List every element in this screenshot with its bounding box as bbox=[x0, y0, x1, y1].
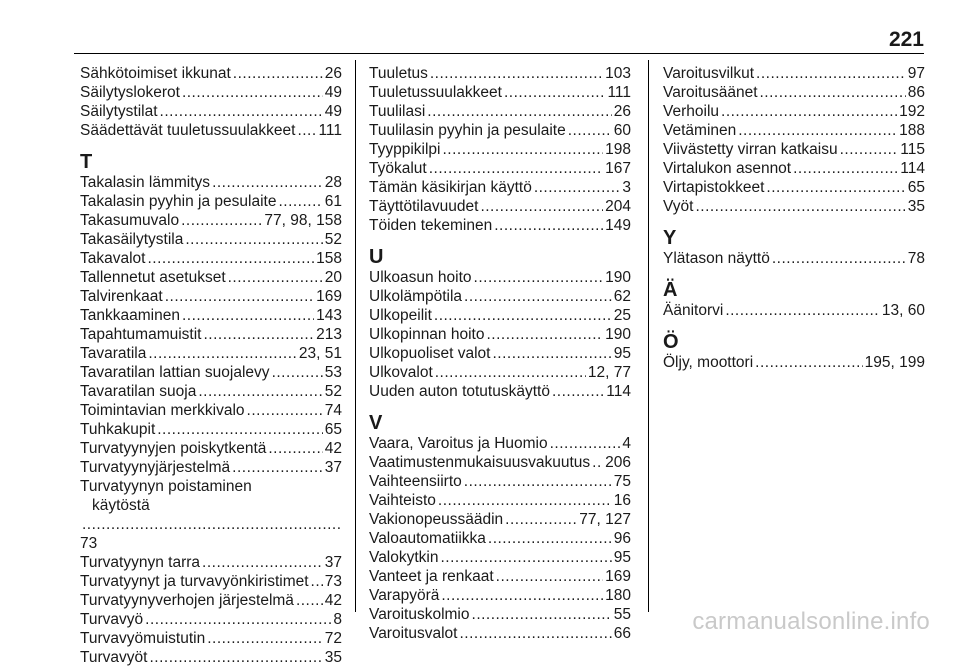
index-page-ref: 86 bbox=[907, 84, 925, 101]
index-entry bbox=[369, 472, 631, 491]
index-entry bbox=[663, 301, 925, 320]
index-entry bbox=[80, 306, 342, 325]
index-term: Töiden tekeminen bbox=[369, 217, 493, 234]
index-page-ref: 37 bbox=[324, 459, 342, 476]
index-page-ref: 52 bbox=[324, 231, 342, 248]
index-page-ref: 143 bbox=[316, 307, 342, 324]
index-page-ref: 167 bbox=[605, 160, 631, 177]
index-term: Turvavyöt bbox=[80, 649, 148, 666]
index-page-ref: 213 bbox=[316, 326, 342, 343]
index-entry bbox=[80, 249, 342, 268]
dot-leader bbox=[486, 325, 603, 344]
index-entry bbox=[369, 178, 631, 197]
index-term: Ulkolämpötila bbox=[369, 288, 463, 305]
index-entry bbox=[369, 268, 631, 287]
dot-leader bbox=[464, 472, 612, 491]
dot-leader bbox=[534, 178, 621, 197]
index-page-ref: 75 bbox=[613, 473, 631, 490]
index-letter-heading: Ö bbox=[663, 331, 679, 353]
index-term: Vyöt bbox=[663, 198, 694, 215]
index-term: Varapyörä bbox=[369, 587, 440, 604]
dot-leader bbox=[760, 83, 906, 102]
index-entry bbox=[80, 477, 342, 553]
index-term: Äänitorvi bbox=[663, 302, 724, 319]
index-entry bbox=[369, 121, 631, 140]
dot-leader bbox=[182, 83, 323, 102]
index-entry bbox=[663, 178, 925, 197]
index-term: Virtalukon asennot bbox=[663, 160, 792, 177]
index-entry bbox=[80, 401, 342, 420]
index-page-ref: 20 bbox=[324, 269, 342, 286]
index-entry bbox=[369, 287, 631, 306]
index-page-ref: 103 bbox=[605, 65, 631, 82]
index-entry bbox=[80, 553, 342, 572]
index-page-ref: 96 bbox=[613, 530, 631, 547]
index-entry bbox=[663, 353, 925, 372]
dot-leader bbox=[147, 249, 314, 268]
index-term: Turvatyynyjärjestelmä bbox=[80, 459, 231, 476]
dot-leader bbox=[427, 102, 611, 121]
dot-leader bbox=[738, 121, 897, 140]
index-term: Tavaratilan suoja bbox=[80, 383, 197, 400]
index-term: Säilytystilat bbox=[80, 103, 158, 120]
index-entry bbox=[663, 249, 925, 268]
index-entry bbox=[80, 363, 342, 382]
dot-leader bbox=[755, 353, 863, 372]
dot-leader bbox=[434, 306, 612, 325]
index-letter-heading: V bbox=[369, 412, 383, 434]
dot-leader bbox=[181, 211, 262, 230]
index-term: Vaihteensiirto bbox=[369, 473, 462, 490]
index-entry bbox=[663, 83, 925, 102]
dot-leader bbox=[203, 325, 314, 344]
index-page-ref: 169 bbox=[605, 568, 631, 585]
index-entry bbox=[80, 83, 342, 102]
dot-leader bbox=[505, 510, 577, 529]
index-page-ref: 73 bbox=[324, 573, 342, 590]
index-page-ref: 3 bbox=[622, 179, 631, 196]
dot-leader bbox=[772, 249, 906, 268]
index-term: Työkalut bbox=[369, 160, 427, 177]
dot-leader bbox=[766, 178, 905, 197]
dot-leader bbox=[212, 173, 323, 192]
dot-leader bbox=[441, 586, 603, 605]
dot-leader bbox=[756, 64, 906, 83]
index-term: Säilytyslokerot bbox=[80, 84, 180, 101]
index-entry bbox=[80, 102, 342, 121]
index-term: Täyttötilavuudet bbox=[369, 198, 479, 215]
index-term: Varoitusvilkut bbox=[663, 65, 755, 82]
index-page-ref: 26 bbox=[613, 103, 631, 120]
dot-leader bbox=[232, 458, 323, 477]
dot-leader bbox=[474, 268, 604, 287]
index-entry bbox=[663, 140, 925, 159]
index-term: Turvatyynyt ja turvavyönkiristimet bbox=[80, 573, 309, 590]
index-entry bbox=[369, 325, 631, 344]
dot-leader bbox=[149, 648, 322, 667]
dot-leader bbox=[268, 439, 322, 458]
index-term: Tuuletus bbox=[369, 65, 428, 82]
dot-leader bbox=[438, 491, 612, 510]
index-entry bbox=[369, 382, 631, 401]
dot-leader bbox=[297, 121, 316, 140]
index-entry bbox=[369, 548, 631, 567]
dot-leader bbox=[492, 344, 611, 363]
index-term: Valoautomatiikka bbox=[369, 530, 486, 547]
index-entry bbox=[80, 420, 342, 439]
index-page-ref: 180 bbox=[605, 587, 631, 604]
index-term: Ulkoasun hoito bbox=[369, 269, 472, 286]
index-term: Takalasin pyyhin ja pesulaite bbox=[80, 193, 277, 210]
index-entry bbox=[80, 325, 342, 344]
index-page-ref: 4 bbox=[622, 435, 631, 452]
dot-leader bbox=[145, 610, 331, 629]
dot-leader bbox=[202, 553, 323, 572]
index-page-ref: 28 bbox=[324, 174, 342, 191]
dot-leader bbox=[278, 192, 322, 211]
dot-leader bbox=[443, 140, 604, 159]
index-page-ref: 55 bbox=[613, 606, 631, 623]
index-entry bbox=[663, 197, 925, 216]
index-letter-heading: T bbox=[80, 151, 93, 173]
index-page-ref: 72 bbox=[324, 630, 342, 647]
index-page-ref: 26 bbox=[324, 65, 342, 82]
dot-leader bbox=[568, 121, 612, 140]
index-entry bbox=[369, 83, 631, 102]
index-term: Tankkaaminen bbox=[80, 307, 180, 324]
index-term: Tämän käsikirjan käyttö bbox=[369, 179, 532, 196]
dot-leader bbox=[725, 301, 880, 320]
index-entry bbox=[369, 197, 631, 216]
index-term: Tuuletussuulakkeet bbox=[369, 84, 502, 101]
index-page-ref: 53 bbox=[324, 364, 342, 381]
dot-leader bbox=[472, 605, 612, 624]
index-entry bbox=[369, 216, 631, 235]
index-column-3 bbox=[663, 64, 925, 372]
index-page-ref: 35 bbox=[907, 198, 925, 215]
dot-leader bbox=[182, 306, 314, 325]
dot-leader bbox=[157, 420, 323, 439]
index-term: Uuden auton totutuskäyttö bbox=[369, 383, 550, 400]
index-entry bbox=[80, 458, 342, 477]
index-term: Turvatyynyjen poiskytkentä bbox=[80, 440, 267, 457]
column-divider bbox=[648, 60, 649, 612]
index-term: Sähkötoimiset ikkunat bbox=[80, 65, 231, 82]
dot-leader bbox=[504, 83, 605, 102]
index-entry bbox=[369, 586, 631, 605]
index-term: Tallennetut asetukset bbox=[80, 269, 226, 286]
index-page-ref: 192 bbox=[899, 103, 925, 120]
dot-leader bbox=[160, 102, 323, 121]
index-entry bbox=[369, 102, 631, 121]
index-term: Ulkopinnan hoito bbox=[369, 326, 485, 343]
watermark: carmanualsonline.info bbox=[692, 608, 930, 635]
index-entry bbox=[80, 344, 342, 363]
index-term: Vaara, Varoitus ja Huomio bbox=[369, 435, 548, 452]
index-page-ref: 97 bbox=[907, 65, 925, 82]
dot-leader bbox=[464, 287, 612, 306]
index-page-ref: 52 bbox=[324, 383, 342, 400]
index-term: Viivästetty virran katkaisu bbox=[663, 141, 838, 158]
dot-leader bbox=[459, 624, 611, 643]
index-term: Ulkovalot bbox=[369, 364, 433, 381]
index-page-ref: 188 bbox=[899, 122, 925, 139]
index-entry bbox=[80, 268, 342, 287]
index-entry bbox=[80, 121, 342, 140]
index-page-ref: 198 bbox=[605, 141, 631, 158]
index-page-ref: 16 bbox=[613, 492, 631, 509]
dot-leader bbox=[496, 567, 603, 586]
dot-leader bbox=[165, 287, 314, 306]
index-page-ref: 73 bbox=[80, 535, 98, 552]
index-entry bbox=[80, 572, 342, 591]
index-page-ref: 95 bbox=[613, 345, 631, 362]
index-entry bbox=[80, 439, 342, 458]
index-term: Tavaratila bbox=[80, 345, 147, 362]
index-entry bbox=[369, 624, 631, 643]
index-entry bbox=[663, 121, 925, 140]
index-page-ref: 62 bbox=[613, 288, 631, 305]
index-entry bbox=[80, 382, 342, 401]
index-entry bbox=[369, 491, 631, 510]
index-term: Vanteet ja renkaat bbox=[369, 568, 494, 585]
index-page-ref: 8 bbox=[333, 611, 342, 628]
index-page-ref: 23, 51 bbox=[298, 345, 342, 362]
index-page-ref: 60 bbox=[613, 122, 631, 139]
dot-leader bbox=[721, 102, 897, 121]
index-page-ref: 111 bbox=[607, 84, 631, 101]
index-page-ref: 66 bbox=[613, 625, 631, 642]
index-entry bbox=[80, 211, 342, 230]
index-page-ref: 61 bbox=[324, 193, 342, 210]
index-page-ref: 149 bbox=[605, 217, 631, 234]
index-term: Tuulilasin pyyhin ja pesulaite bbox=[369, 122, 566, 139]
index-entry bbox=[80, 648, 342, 667]
index-page-ref: 190 bbox=[605, 269, 631, 286]
dot-leader bbox=[488, 529, 612, 548]
index-term: Takasäilytystila bbox=[80, 231, 184, 248]
index-entry bbox=[80, 64, 342, 83]
dot-leader bbox=[695, 197, 905, 216]
index-page-ref: 42 bbox=[324, 440, 342, 457]
index-term-continuation: käytöstä bbox=[92, 497, 150, 514]
index-page-ref: 49 bbox=[324, 103, 342, 120]
index-page-ref: 169 bbox=[316, 288, 342, 305]
dot-leader bbox=[592, 453, 603, 472]
index-term: Ulkopeilit bbox=[369, 307, 432, 324]
index-page-ref: 114 bbox=[900, 160, 925, 177]
index-term: Turvatyynyverhojen järjestelmä bbox=[80, 592, 294, 609]
index-entry bbox=[369, 605, 631, 624]
dot-leader bbox=[550, 434, 621, 453]
index-term: Takalasin lämmitys bbox=[80, 174, 211, 191]
index-entry bbox=[369, 434, 631, 453]
index-page-ref: 35 bbox=[324, 649, 342, 666]
index-entry bbox=[80, 173, 342, 192]
index-term: Virtapistokkeet bbox=[663, 179, 765, 196]
index-term: Tavaratilan lattian suojalevy bbox=[80, 364, 270, 381]
index-page-ref: 115 bbox=[900, 141, 925, 158]
index-entry bbox=[80, 287, 342, 306]
index-term: Ulkopuoliset valot bbox=[369, 345, 491, 362]
index-page-ref: 78 bbox=[907, 250, 925, 267]
index-entry bbox=[369, 306, 631, 325]
index-term: Turvavyömuistutin bbox=[80, 630, 206, 647]
index-entry bbox=[369, 344, 631, 363]
index-term: Tyyppikilpi bbox=[369, 141, 441, 158]
index-entry bbox=[80, 591, 342, 610]
index-term: Öljy, moottori bbox=[663, 354, 754, 371]
index-entry bbox=[80, 610, 342, 629]
index-term: Varoituskolmio bbox=[369, 606, 470, 623]
dot-leader bbox=[441, 548, 612, 567]
index-letter-heading: Y bbox=[663, 227, 677, 249]
index-page-ref: 42 bbox=[324, 592, 342, 609]
index-term: Turvatyynyn tarra bbox=[80, 554, 201, 571]
index-term: Turvavyö bbox=[80, 611, 144, 628]
index-page-ref: 95 bbox=[613, 549, 631, 566]
index-page-ref: 65 bbox=[907, 179, 925, 196]
index-entry bbox=[663, 64, 925, 83]
index-entry bbox=[369, 510, 631, 529]
index-page-ref: 190 bbox=[605, 326, 631, 343]
index-term: Turvatyynyn poistaminen bbox=[80, 478, 252, 495]
dot-leader bbox=[494, 216, 603, 235]
index-term: Säädettävät tuuletussuulakkeet bbox=[80, 122, 296, 139]
index-entry bbox=[80, 192, 342, 211]
index-term: Takavalot bbox=[80, 250, 146, 267]
index-page-ref: 77, 98, 158 bbox=[264, 212, 342, 229]
dot-leader bbox=[430, 64, 603, 83]
index-term: Vetäminen bbox=[663, 122, 737, 139]
index-column-2 bbox=[369, 64, 631, 643]
index-entry bbox=[369, 453, 631, 472]
index-entry bbox=[369, 529, 631, 548]
dot-leader bbox=[207, 629, 323, 648]
index-entry bbox=[369, 159, 631, 178]
dot-leader bbox=[552, 382, 604, 401]
dot-leader bbox=[793, 159, 898, 178]
index-page-ref: 206 bbox=[605, 454, 631, 471]
column-divider bbox=[355, 60, 356, 612]
index-page-ref: 65 bbox=[324, 421, 342, 438]
index-term: Varoitusäänet bbox=[663, 84, 758, 101]
page-number: 221 bbox=[888, 28, 924, 51]
index-term: Takasumuvalo bbox=[80, 212, 180, 229]
index-term: Varoitusvalot bbox=[369, 625, 458, 642]
index-term: Verhoilu bbox=[663, 103, 720, 120]
index-term: Valokytkin bbox=[369, 549, 439, 566]
index-page-ref: 13, 60 bbox=[881, 302, 925, 319]
index-letter-heading: U bbox=[369, 246, 384, 268]
dot-leader bbox=[148, 344, 297, 363]
index-entry bbox=[80, 629, 342, 648]
index-term: Tuulilasi bbox=[369, 103, 426, 120]
index-page-ref: 111 bbox=[318, 122, 342, 139]
dot-leader bbox=[296, 591, 323, 610]
index-entry bbox=[80, 230, 342, 249]
dot-leader bbox=[233, 64, 323, 83]
index-entry bbox=[663, 159, 925, 178]
index-page-ref: 49 bbox=[324, 84, 342, 101]
index-page-ref: 12, 77 bbox=[587, 364, 631, 381]
index-term: Tuhkakupit bbox=[80, 421, 156, 438]
index-page-ref: 114 bbox=[606, 383, 631, 400]
index-term: Toimintavian merkkivalo bbox=[80, 402, 245, 419]
index-entry bbox=[369, 567, 631, 586]
index-column-1 bbox=[80, 64, 342, 667]
index-entry bbox=[369, 140, 631, 159]
index-page-ref: 74 bbox=[324, 402, 342, 419]
dot-leader bbox=[185, 230, 322, 249]
dot-leader bbox=[480, 197, 603, 216]
index-page-ref: 204 bbox=[605, 198, 631, 215]
dot-leader bbox=[247, 401, 323, 420]
index-term: Vaatimustenmukaisuusvakuutus bbox=[369, 454, 591, 471]
index-page-ref: 25 bbox=[613, 307, 631, 324]
index-page-ref: 158 bbox=[316, 250, 342, 267]
dot-leader bbox=[82, 515, 340, 534]
index-term: Vaihteisto bbox=[369, 492, 436, 509]
header-rule bbox=[74, 53, 924, 54]
index-term: Vakionopeussäädin bbox=[369, 511, 504, 528]
index-entry bbox=[369, 363, 631, 382]
index-page-ref: 37 bbox=[324, 554, 342, 571]
index-term: Tapahtumamuistit bbox=[80, 326, 202, 343]
index-page-ref: 77, 127 bbox=[579, 511, 631, 528]
dot-leader bbox=[198, 382, 322, 401]
dot-leader bbox=[272, 363, 323, 382]
index-letter-heading: Ä bbox=[663, 279, 678, 301]
index-term: Talvirenkaat bbox=[80, 288, 163, 305]
index-term: Ylätason näyttö bbox=[663, 250, 770, 267]
dot-leader bbox=[435, 363, 586, 382]
index-entry bbox=[663, 102, 925, 121]
dot-leader bbox=[840, 140, 899, 159]
dot-leader bbox=[429, 159, 603, 178]
dot-leader bbox=[311, 572, 323, 591]
index-page-ref: 195, 199 bbox=[864, 354, 925, 371]
index-entry bbox=[369, 64, 631, 83]
dot-leader bbox=[228, 268, 323, 287]
